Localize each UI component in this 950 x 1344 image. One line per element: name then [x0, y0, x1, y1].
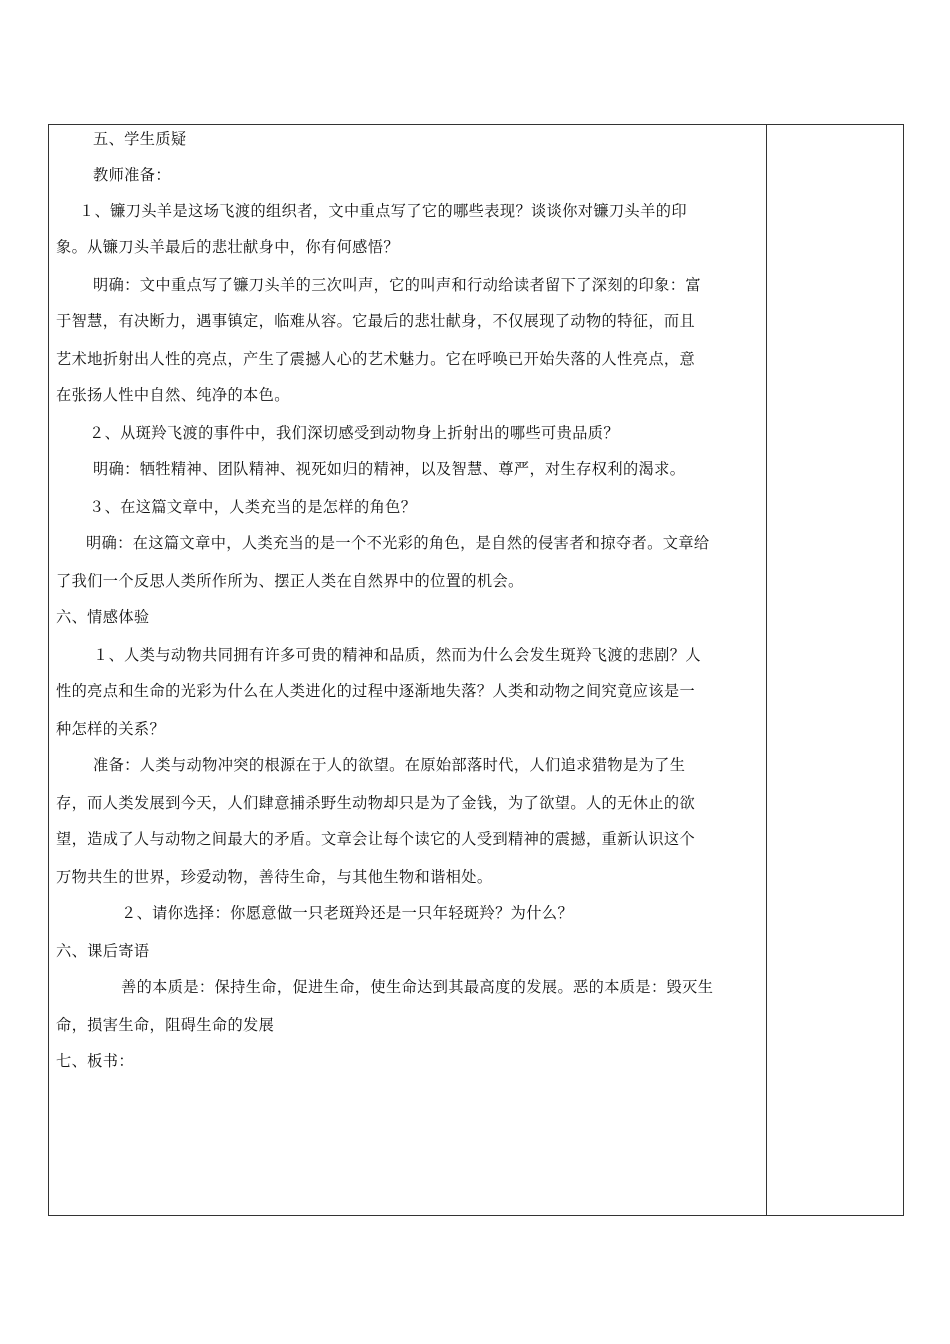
text-line: 善的本质是：保持生命，促进生命，使生命达到其最高度的发展。恶的本质是：毁灭生 [121, 978, 714, 996]
text-line: 教师准备： [93, 166, 171, 184]
text-line: 命，损害生命，阻碍生命的发展 [56, 1016, 275, 1034]
text-line: 存，而人类发展到今天，人们肆意捕杀野生动物却只是为了金钱，为了欲望。人的无休止的欲 [56, 794, 696, 812]
section-heading: 六、情感体验 [56, 608, 150, 626]
question-line: １、镰刀头羊是这场飞渡的组织者，文中重点写了它的哪些表现？谈谈你对镰刀头羊的印 [79, 202, 687, 220]
text-line: 种怎样的关系？ [56, 720, 166, 738]
text-line: 艺术地折射出人性的亮点，产生了震撼人心的艺术魅力。它在呼唤已开始失落的人性亮点，意 [56, 350, 696, 368]
answer-line: 明确：在这篇文章中，人类充当的是一个不光彩的角色，是自然的侵害者和掠夺者。文章给 [86, 534, 710, 552]
answer-line: 明确：文中重点写了镰刀头羊的三次叫声，它的叫声和行动给读者留下了深刻的印象：富 [93, 276, 701, 294]
question-line: ２、请你选择：你愿意做一只老斑羚还是一只年轻斑羚？为什么？ [121, 904, 574, 922]
section-heading: 六、课后寄语 [56, 942, 150, 960]
question-line: １、人类与动物共同拥有许多可贵的精神和品质，然而为什么会发生斑羚飞渡的悲剧？人 [93, 646, 701, 664]
text-line: 万物共生的世界，珍爱动物，善待生命，与其他生物和谐相处。 [56, 868, 493, 886]
text-line: 了我们一个反思人类所作所为、摆正人类在自然界中的位置的机会。 [56, 572, 524, 590]
text-line: 在张扬人性中自然、纯净的本色。 [56, 386, 290, 404]
text-line: 象。从镰刀头羊最后的悲壮献身中，你有何感悟？ [56, 238, 399, 256]
section-heading: 五、学生质疑 [93, 130, 187, 148]
lesson-table [48, 124, 904, 1216]
answer-line: 明确：牺牲精神、团队精神、视死如归的精神，以及智慧、尊严，对生存权利的渴求。 [93, 460, 686, 478]
text-line: 望，造成了人与动物之间最大的矛盾。文章会让每个读它的人受到精神的震撼，重新认识这个 [56, 830, 696, 848]
text-line: 性的亮点和生命的光彩为什么在人类进化的过程中逐渐地失落？人类和动物之间究竟应该是一 [56, 682, 696, 700]
answer-line: 准备：人类与动物冲突的根源在于人的欲望。在原始部落时代，人们追求猎物是为了生 [93, 756, 686, 774]
text-line: 于智慧，有决断力，遇事镇定，临难从容。它最后的悲壮献身，不仅展现了动物的特征，而且 [56, 312, 696, 330]
section-heading: 七、板书： [56, 1052, 134, 1070]
question-line: ３、在这篇文章中，人类充当的是怎样的角色？ [89, 498, 417, 516]
question-line: ２、从斑羚飞渡的事件中，我们深切感受到动物身上折射出的哪些可贵品质？ [89, 424, 619, 442]
